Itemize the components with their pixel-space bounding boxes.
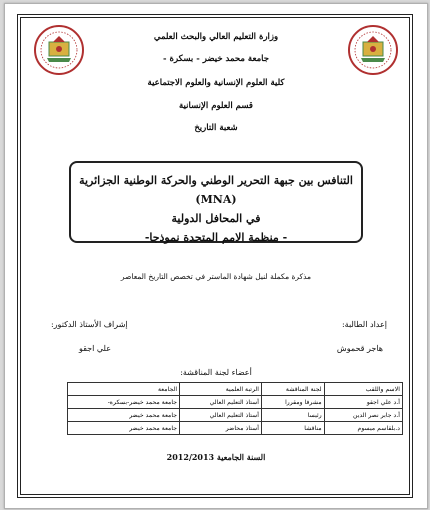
table-row: [68, 422, 403, 435]
column-header: لجنة المناقشة: [261, 383, 324, 396]
student-name: هاجر قحموش: [336, 344, 383, 353]
member-rank: أستاذ محاضر: [180, 422, 262, 435]
member-name: أ.د علي اجقو: [324, 396, 402, 409]
table-row: [68, 396, 403, 409]
ministry-name: وزارة التعليم العالي والبحث العلمي: [153, 32, 279, 42]
supervisor-name: علي اجقو: [79, 344, 111, 353]
column-header: الرتبة العلمية: [180, 383, 262, 396]
member-role: رئيسا: [261, 409, 324, 422]
department-name: قسم العلوم الإنسانية: [179, 101, 253, 111]
member-university: جامعة محمد خيضر-بسكرة-: [68, 396, 180, 409]
university-name: جامعة محمد خيضر - بسكرة -: [163, 54, 269, 64]
committee-title: أعضاء لجنة المناقشة:: [180, 368, 252, 377]
prepared-by-label: إعداد الطالبة:: [341, 320, 387, 329]
thesis-title-line-3: - منظمة الامم المتحدة نموذجا-: [144, 231, 288, 244]
table-row: [68, 409, 403, 422]
committee-table: [67, 382, 403, 435]
thesis-title-line-1: التنافس بين جبهة التحرير الوطني والحركة الوطنية الجزائرية (MNA): [79, 174, 353, 206]
committee-header-row: [68, 383, 403, 396]
member-university: جامعة محمد خيضر: [68, 409, 180, 422]
member-rank: أستاذ التعليم العالي: [180, 409, 262, 422]
supervisor-label: إشراف الأستاذ الدكتور:: [51, 320, 128, 329]
member-rank: أستاذ التعليم العالي: [180, 396, 262, 409]
academic-year: السنة الجامعية 2012/2013: [166, 452, 266, 462]
document-page: [4, 3, 428, 509]
thesis-subtitle: مذكرة مكملة لنيل شهادة الماستر في تخصص التاريخ المعاصر: [120, 272, 312, 281]
thesis-title-line-2: في المحافل الدولية: [171, 212, 261, 225]
faculty-name: كلية العلوم الإنسانية والعلوم الاجتماعية: [147, 78, 285, 88]
member-role: مشرفا ومقررا: [261, 396, 324, 409]
thesis-title-box: [69, 161, 363, 243]
branch-name: شعبة التاريخ: [194, 123, 238, 133]
column-header: الجامعة: [68, 383, 180, 396]
member-name: د.بلقاسم ميسوم: [324, 422, 402, 435]
member-name: أ.د جابر نصر الدين: [324, 409, 402, 422]
member-university: جامعة محمد خيضر: [68, 422, 180, 435]
column-header: الاسم واللقب: [324, 383, 402, 396]
member-role: مناقشا: [261, 422, 324, 435]
